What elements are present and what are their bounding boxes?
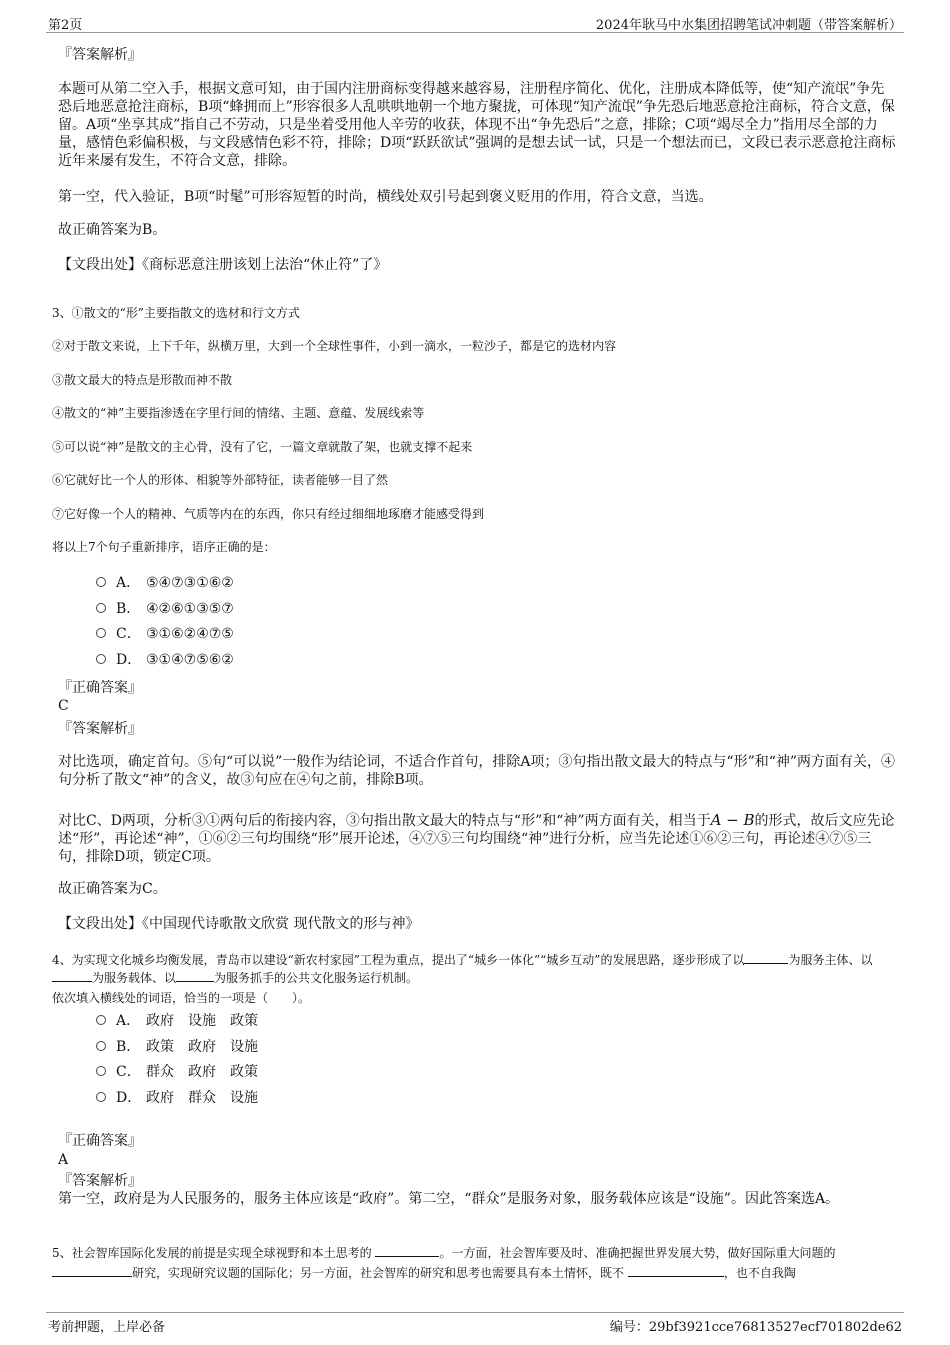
q4-option-a[interactable]: A． 政府 设施 政策	[96, 1011, 258, 1031]
q4-analysis-label: 『答案解析』	[58, 1173, 142, 1189]
q3-option-d[interactable]: D． ③①④⑦⑤⑥②	[96, 650, 234, 670]
radio-icon[interactable]	[96, 1041, 106, 1051]
q3-answer-statement: 故正确答案为C。	[58, 881, 167, 897]
q4-option-c[interactable]: C． 群众 政府 政策	[96, 1062, 258, 1082]
q3-analysis-paragraph-2: 对比C、D两项，分析③①两句后的衔接内容，③句指出散文最大的特点与“形”和“神”两方面有关，相当于A − B的形式，故后文应先论述“形”，再论述“神”，①⑥②三句均围绕“形”展开论述，④⑦⑤三句均围绕“神”进行分析，应当先论述①⑥②三句，再论述④⑦⑤三句，排除D项，锁定C项。	[58, 811, 895, 865]
math-expression: A − B	[710, 811, 755, 829]
q5-stem: 5、社会智库国际化发展的前提是实现全球视野和本土思考的 。一方面，社会智库要及时、准确把握世界发展大势，做好国际重大问题的 研究，实现研究议题的国际化；另一方面，社会智库的研究和思考也需要具有本土情怀，既不 ，也不自我陶	[52, 1246, 836, 1280]
q2-answer-statement: 故正确答案为B。	[58, 222, 167, 238]
radio-icon[interactable]	[96, 1066, 106, 1076]
q4-correct-answer: A	[58, 1152, 69, 1168]
blank-line	[176, 969, 214, 982]
q3-analysis-paragraph-1: 对比选项，确定首句。⑤句“可以说”一般作为结论词，不适合作首句，排除A项；③句指出散文最大的特点与“形”和“神”两方面有关，④句分析了散文“神”的含义，故③句应在④句之前，排除B项。	[58, 754, 896, 788]
q4-correct-label: 『正确答案』	[58, 1133, 142, 1149]
page-header	[46, 12, 904, 33]
q3-correct-label: 『正确答案』	[58, 680, 142, 696]
q3-sentence-5: ⑤可以说“神”是散文的主心骨，没有了它，一篇文章就散了架，也就支撑不起来	[52, 440, 473, 454]
radio-icon[interactable]	[96, 603, 106, 613]
q3-sentence-3: ③散文最大的特点是形散而神不散	[52, 373, 233, 387]
q2-analysis-label: 『答案解析』	[58, 47, 142, 63]
radio-icon[interactable]	[96, 628, 106, 638]
q4-stem: 4、为实现文化城乡均衡发展，青岛市以建设“新农村家园”工程为重点，提出了“城乡一体化”“城乡互动”的发展思路，逐步形成了以 为服务主体、以为服务载体、以 为服务抓手的公共文化服务运行机制。	[52, 953, 873, 985]
q3-option-c[interactable]: C． ③①⑥②④⑦⑤	[96, 624, 234, 644]
q3-sentence-7: ⑦它好像一个人的精神、气质等内在的东西，你只有经过细细地琢磨才能感受得到	[52, 507, 485, 521]
blank-line	[744, 951, 788, 964]
document-title: 2024年耿马中水集团招聘笔试冲刺题（带答案解析）	[595, 18, 902, 33]
blank-line	[375, 1244, 439, 1257]
q2-analysis-paragraph-1: 本题可从第二空入手，根据文意可知，由于国内注册商标变得越来越容易，注册程序简化、优化，注册成本降低等，使“知产流氓”争先恐后地恶意抢注商标，B项“蜂拥而上”形容很多人乱哄哄地朝一个地方聚拢，可体现“知产流氓”争先恐后地恶意抢注商标，符合文意，保留。A项“坐享其成”指自己不劳动，只是坐着受用他人辛劳的收获，体现不出“争先恐后”之意，排除；C项“竭尽全力”指用尽全部的力量，感情色彩偏积极，与文段感情色彩不符，排除；D项“跃跃欲试”强调的是想去试一试，只是一个想法而已，文段已表示恶意抢注商标近年来屡有发生，不符合文意，排除。	[58, 81, 896, 169]
page-number: 第2页	[48, 18, 83, 33]
radio-icon[interactable]	[96, 654, 106, 664]
radio-icon[interactable]	[96, 1015, 106, 1025]
page-footer	[46, 1312, 904, 1335]
blank-line	[52, 969, 92, 982]
q4-analysis: 第一空，政府是为人民服务的，服务主体应该是“政府”。第二空，“群众”是服务对象，服务载体应该是“设施”。因此答案选A。	[58, 1191, 840, 1207]
q3-sentence-4: ④散文的“神”主要指渗透在字里行间的情绪、主题、意蕴、发展线索等	[52, 406, 425, 420]
q3-option-a[interactable]: A． ⑤④⑦③①⑥②	[96, 573, 234, 593]
radio-icon[interactable]	[96, 1092, 106, 1102]
q3-source: 【文段出处】《中国现代诗歌散文欣赏 现代散文的形与神》	[58, 916, 420, 932]
q4-option-d[interactable]: D． 政府 群众 设施	[96, 1088, 258, 1108]
blank-line	[52, 1264, 132, 1277]
q3-sentence-1: 3、①散文的“形”主要指散文的选材和行文方式	[52, 306, 300, 320]
q3-sentence-6: ⑥它就好比一个人的形体、相貌等外部特征，读者能够一目了然	[52, 473, 389, 487]
document-id: 编号：29bf3921cce76813527ecf701802de62	[609, 1320, 902, 1335]
blank-line	[628, 1264, 724, 1277]
q3-correct-answer: C	[58, 698, 69, 714]
q2-analysis-paragraph-2: 第一空，代入验证，B项“时髦”可形容短暂的时尚，横线处双引号起到褒义贬用的作用，符合文意，当选。	[58, 189, 713, 205]
q3-option-b[interactable]: B． ④②⑥①③⑤⑦	[96, 599, 234, 619]
q4-option-b[interactable]: B． 政策 政府 设施	[96, 1037, 258, 1057]
q3-analysis-label: 『答案解析』	[58, 721, 142, 737]
q4-prompt: 依次填入横线处的词语，恰当的一项是（ ）。	[52, 991, 311, 1005]
q2-source: 【文段出处】《商标恶意注册该划上法治“休止符”了》	[58, 257, 388, 273]
q3-prompt: 将以上7个句子重新排序，语序正确的是：	[52, 540, 276, 554]
footer-slogan: 考前押题，上岸必备	[48, 1320, 166, 1335]
q3-sentence-2: ②对于散文来说，上下千年，纵横万里，大到一个全球性事件，小到一滴水，一粒沙子，都是它的选材内容	[52, 339, 617, 353]
radio-icon[interactable]	[96, 577, 106, 587]
